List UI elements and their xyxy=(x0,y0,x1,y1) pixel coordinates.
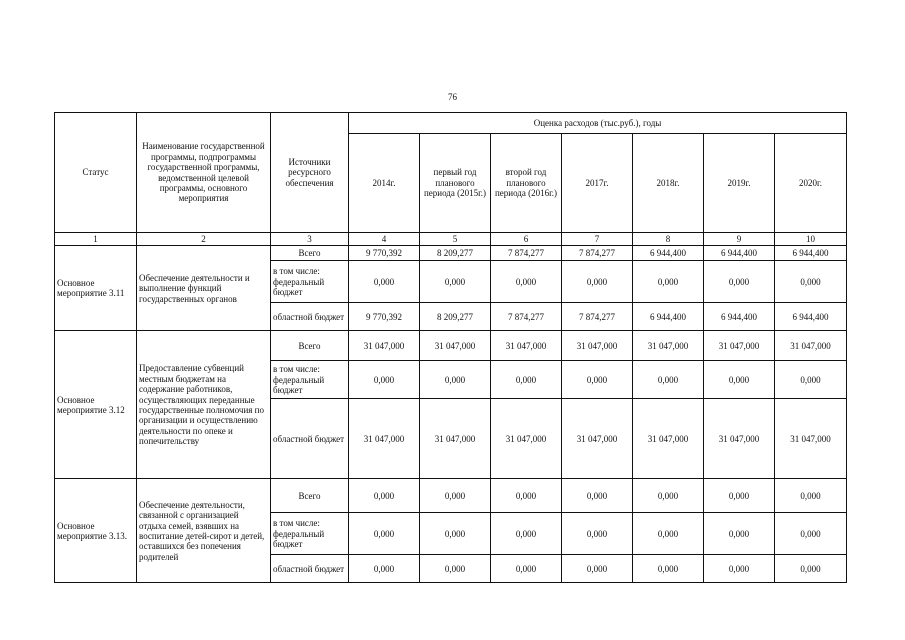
header-year: 2019г. xyxy=(704,134,775,233)
value-cell: 0,000 xyxy=(349,513,420,555)
column-number: 8 xyxy=(633,233,704,246)
value-cell: 31 047,000 xyxy=(704,399,775,479)
value-cell: 0,000 xyxy=(775,361,847,399)
value-cell: 0,000 xyxy=(491,361,562,399)
source-cell: областной бюджет xyxy=(271,303,349,331)
value-cell: 6 944,400 xyxy=(775,303,847,331)
header-status: Статус xyxy=(55,113,137,233)
value-cell: 8 209,277 xyxy=(420,303,491,331)
status-cell: Основное мероприятие 3.12 xyxy=(55,331,137,479)
activity-name-cell: Обеспечение деятельности, связанной с организацией отдыха семей, взявших на воспитание детей-сирот и детей, оставшихся без попечения родителей xyxy=(137,479,271,583)
column-number: 7 xyxy=(562,233,633,246)
header-year: 2014г. xyxy=(349,134,420,233)
value-cell: 0,000 xyxy=(562,479,633,513)
value-cell: 0,000 xyxy=(704,479,775,513)
column-number-row xyxy=(55,233,847,246)
source-cell: Всего xyxy=(271,331,349,361)
value-cell: 0,000 xyxy=(633,513,704,555)
value-cell: 31 047,000 xyxy=(704,331,775,361)
budget-table xyxy=(54,112,847,583)
value-cell: 0,000 xyxy=(562,513,633,555)
value-cell: 0,000 xyxy=(349,555,420,583)
header-year: 2017г. xyxy=(562,134,633,233)
value-cell: 0,000 xyxy=(420,479,491,513)
value-cell: 0,000 xyxy=(775,479,847,513)
value-cell: 0,000 xyxy=(491,261,562,303)
value-cell: 31 047,000 xyxy=(491,331,562,361)
value-cell: 6 944,400 xyxy=(633,246,704,261)
header-year: второй год планового периода (2016г.) xyxy=(491,134,562,233)
header-year: 2020г. xyxy=(775,134,847,233)
value-cell: 0,000 xyxy=(704,261,775,303)
value-cell: 0,000 xyxy=(562,361,633,399)
value-cell: 0,000 xyxy=(775,261,847,303)
page-number: 76 xyxy=(448,92,457,102)
column-number: 10 xyxy=(775,233,847,246)
value-cell: 7 874,277 xyxy=(562,246,633,261)
value-cell: 0,000 xyxy=(420,555,491,583)
column-number: 3 xyxy=(271,233,349,246)
value-cell: 0,000 xyxy=(491,555,562,583)
value-cell: 6 944,400 xyxy=(775,246,847,261)
value-cell: 0,000 xyxy=(704,361,775,399)
source-cell: в том числе: федеральный бюджет xyxy=(271,513,349,555)
value-cell: 0,000 xyxy=(562,261,633,303)
value-cell: 0,000 xyxy=(633,261,704,303)
table-row xyxy=(55,479,847,513)
source-cell: областной бюджет xyxy=(271,555,349,583)
value-cell: 0,000 xyxy=(420,361,491,399)
value-cell: 0,000 xyxy=(491,479,562,513)
source-cell: Всего xyxy=(271,479,349,513)
table-row xyxy=(55,331,847,361)
status-cell: Основное мероприятие 3.13. xyxy=(55,479,137,583)
value-cell: 31 047,000 xyxy=(420,399,491,479)
column-number: 9 xyxy=(704,233,775,246)
value-cell: 6 944,400 xyxy=(704,246,775,261)
value-cell: 9 770,392 xyxy=(349,246,420,261)
header-name: Наименование государственной программы, подпрограммы государственной программы, ведомственной целевой программы, основного мероприятия xyxy=(137,113,271,233)
value-cell: 31 047,000 xyxy=(420,331,491,361)
column-number: 6 xyxy=(491,233,562,246)
value-cell: 0,000 xyxy=(420,261,491,303)
header-year: первый год планового периода (2015г.) xyxy=(420,134,491,233)
value-cell: 0,000 xyxy=(491,513,562,555)
table-row xyxy=(55,246,847,261)
value-cell: 0,000 xyxy=(420,513,491,555)
value-cell: 31 047,000 xyxy=(562,331,633,361)
value-cell: 0,000 xyxy=(349,479,420,513)
activity-name-cell: Обеспечение деятельности и выполнение функций государственных органов xyxy=(137,246,271,331)
column-number: 5 xyxy=(420,233,491,246)
value-cell: 0,000 xyxy=(704,513,775,555)
source-cell: областной бюджет xyxy=(271,399,349,479)
value-cell: 31 047,000 xyxy=(562,399,633,479)
value-cell: 31 047,000 xyxy=(775,399,847,479)
value-cell: 31 047,000 xyxy=(349,399,420,479)
value-cell: 8 209,277 xyxy=(420,246,491,261)
value-cell: 7 874,277 xyxy=(562,303,633,331)
value-cell: 0,000 xyxy=(633,479,704,513)
value-cell: 0,000 xyxy=(704,555,775,583)
value-cell: 9 770,392 xyxy=(349,303,420,331)
value-cell: 7 874,277 xyxy=(491,246,562,261)
value-cell: 31 047,000 xyxy=(775,331,847,361)
header-year: 2018г. xyxy=(633,134,704,233)
source-cell: Всего xyxy=(271,246,349,261)
value-cell: 31 047,000 xyxy=(633,399,704,479)
header-source: Источники ресурсного обеспечения xyxy=(271,113,349,233)
source-cell: в том числе: федеральный бюджет xyxy=(271,361,349,399)
value-cell: 7 874,277 xyxy=(491,303,562,331)
column-number: 4 xyxy=(349,233,420,246)
value-cell: 31 047,000 xyxy=(349,331,420,361)
column-number: 2 xyxy=(137,233,271,246)
value-cell: 0,000 xyxy=(633,555,704,583)
value-cell: 6 944,400 xyxy=(704,303,775,331)
value-cell: 0,000 xyxy=(349,261,420,303)
value-cell: 0,000 xyxy=(775,555,847,583)
value-cell: 0,000 xyxy=(562,555,633,583)
status-cell: Основное мероприятие 3.11 xyxy=(55,246,137,331)
activity-name-cell: Предоставление субвенций местным бюджетам на содержание работников, осуществляющих переданные государственные полномочия по организации и осуществлению деятельности по опеке и попечительству xyxy=(137,331,271,479)
column-number: 1 xyxy=(55,233,137,246)
value-cell: 0,000 xyxy=(633,361,704,399)
header-estimate: Оценка расходов (тыс.руб.), годы xyxy=(349,113,847,134)
value-cell: 31 047,000 xyxy=(491,399,562,479)
value-cell: 0,000 xyxy=(349,361,420,399)
value-cell: 0,000 xyxy=(775,513,847,555)
value-cell: 6 944,400 xyxy=(633,303,704,331)
source-cell: в том числе: федеральный бюджет xyxy=(271,261,349,303)
value-cell: 31 047,000 xyxy=(633,331,704,361)
